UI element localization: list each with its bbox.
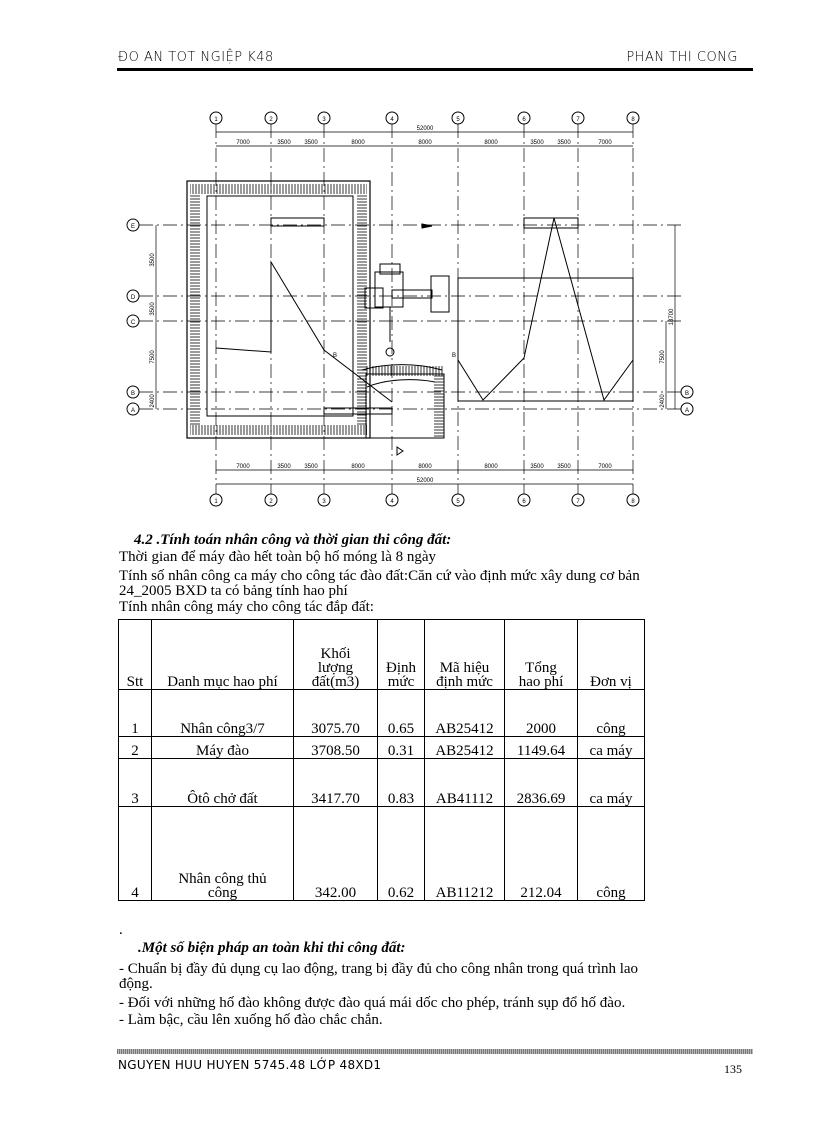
grid-label: 6	[522, 499, 526, 505]
grid-label: 6	[522, 117, 526, 123]
paragraph: Thời gian để máy đào hết toàn bộ hố móng là 8 ngày	[119, 549, 437, 565]
paragraph: Tính nhân công máy cho công tác đắp đất:	[119, 599, 374, 615]
dim-text: 3500	[557, 464, 571, 470]
safety-item: - Đối với những hố đào không được đào quá mái dốc cho phép, tránh sụp đổ hố đào.	[119, 995, 626, 1011]
header-right: PHAN THI CONG	[626, 49, 738, 66]
dim-text: 3500	[150, 302, 156, 316]
header-cell: Khối lượng đất(m3)	[294, 620, 378, 690]
paragraph: 24_2005 BXD ta có bảng tính hao phí	[119, 583, 348, 599]
safety-item: động.	[119, 976, 153, 992]
dim-text: 3500	[530, 464, 544, 470]
grid-label: 5	[456, 499, 460, 505]
grid-label: B	[130, 391, 136, 397]
dim-overall: 52000	[416, 126, 434, 132]
header-left: ĐO AN TOT NGIỆP K48	[118, 49, 274, 66]
dim-text: 3500	[150, 253, 156, 267]
dim-overall: 52000	[416, 478, 434, 484]
dim-text: 3500	[277, 464, 291, 470]
grid-label: 8	[631, 499, 635, 505]
footer-author: NGUYEN HUU HUYEN 5745.48 LỚP 48XD1	[118, 1058, 382, 1072]
dim-text: 8000	[418, 140, 432, 146]
table-row: 1 Nhân công3/7 3075.70 0.65 AB25412 2000 công	[119, 690, 645, 737]
grid-label: 4	[390, 117, 394, 123]
header-cell: Đơn vị	[578, 620, 645, 690]
table-row: 2 Máy đào 3708.50 0.31 AB25412 1149.64 ca máy	[119, 737, 645, 759]
dim-text: 2400	[150, 394, 156, 408]
dim-text: 8000	[418, 464, 432, 470]
grid-label: 1	[214, 117, 218, 123]
grid-label: 8	[631, 117, 635, 123]
safety-item: - Làm bậc, cầu lên xuống hố đào chắc chắn.	[119, 1012, 383, 1028]
header-cell: Tổng hao phí	[505, 620, 578, 690]
grid-label: 2	[269, 499, 273, 505]
grid-label: 1	[214, 499, 218, 505]
grid-label: 7	[576, 117, 580, 123]
header-cell: Danh mục hao phí	[152, 620, 294, 690]
dim-text: 8000	[484, 140, 498, 146]
dim-text: 3500	[530, 140, 544, 146]
grid-label: 3	[322, 117, 326, 123]
safety-item: - Chuẩn bị đầy đủ dụng cụ lao động, trang bị đầy đủ cho công nhân trong quá trình lao	[119, 961, 639, 977]
grid-label: B	[684, 391, 690, 397]
table-row: 3 Ôtô chở đất 3417.70 0.83 AB41112 2836.69 ca máy	[119, 759, 645, 807]
dim-text: 7000	[598, 140, 612, 146]
dim-text: 8000	[351, 140, 365, 146]
excavation-plan-drawing	[117, 102, 707, 514]
grid-label: D	[130, 295, 136, 301]
dim-text: 3500	[277, 140, 291, 146]
section-mark: B	[451, 353, 457, 359]
header-rule	[117, 68, 753, 71]
dim-text: 7500	[660, 350, 666, 364]
header-cell: Định mức	[378, 620, 425, 690]
page-number: 135	[724, 1062, 742, 1076]
dim-text: 7000	[236, 464, 250, 470]
header-cell: Stt	[119, 620, 152, 690]
table-header-row	[119, 620, 645, 690]
dim-text: 2400	[660, 394, 666, 408]
section-title: 4.2 .Tính toán nhân công và thời gian thi công đất:	[134, 532, 452, 548]
grid-label: 5	[456, 117, 460, 123]
footer-rule	[117, 1049, 753, 1054]
grid-label: 4	[390, 499, 394, 505]
section-mark: B	[332, 353, 338, 359]
grid-label: 7	[576, 499, 580, 505]
dim-text: 3500	[304, 464, 318, 470]
dim-text: 7500	[150, 350, 156, 364]
paragraph: Tính số nhân công ca máy cho công tác đào đất:Căn cứ vào định mức xây dung cơ bản	[119, 568, 640, 584]
safety-title: .Một số biện pháp an toàn khi thi công đất:	[138, 940, 406, 956]
grid-label: 3	[322, 499, 326, 505]
dim-text: 18700	[669, 308, 675, 326]
grid-axes-top	[210, 112, 639, 506]
table-row: 4 Nhân công thủ công 342.00 0.62 AB11212 212.04 công	[119, 807, 645, 901]
dim-text: 7000	[598, 464, 612, 470]
stray-dot: .	[119, 922, 123, 938]
header-cell: Mã hiệu định mức	[425, 620, 505, 690]
grid-label: A	[130, 408, 136, 414]
dim-text: 8000	[484, 464, 498, 470]
grid-label: C	[130, 320, 136, 326]
labor-cost-table	[118, 619, 645, 901]
dim-text: 3500	[304, 140, 318, 146]
dim-text: 7000	[236, 140, 250, 146]
grid-label: A	[684, 408, 690, 414]
grid-label: E	[130, 224, 136, 230]
dim-text: 3500	[557, 140, 571, 146]
dim-text: 8000	[351, 464, 365, 470]
grid-label: 2	[269, 117, 273, 123]
